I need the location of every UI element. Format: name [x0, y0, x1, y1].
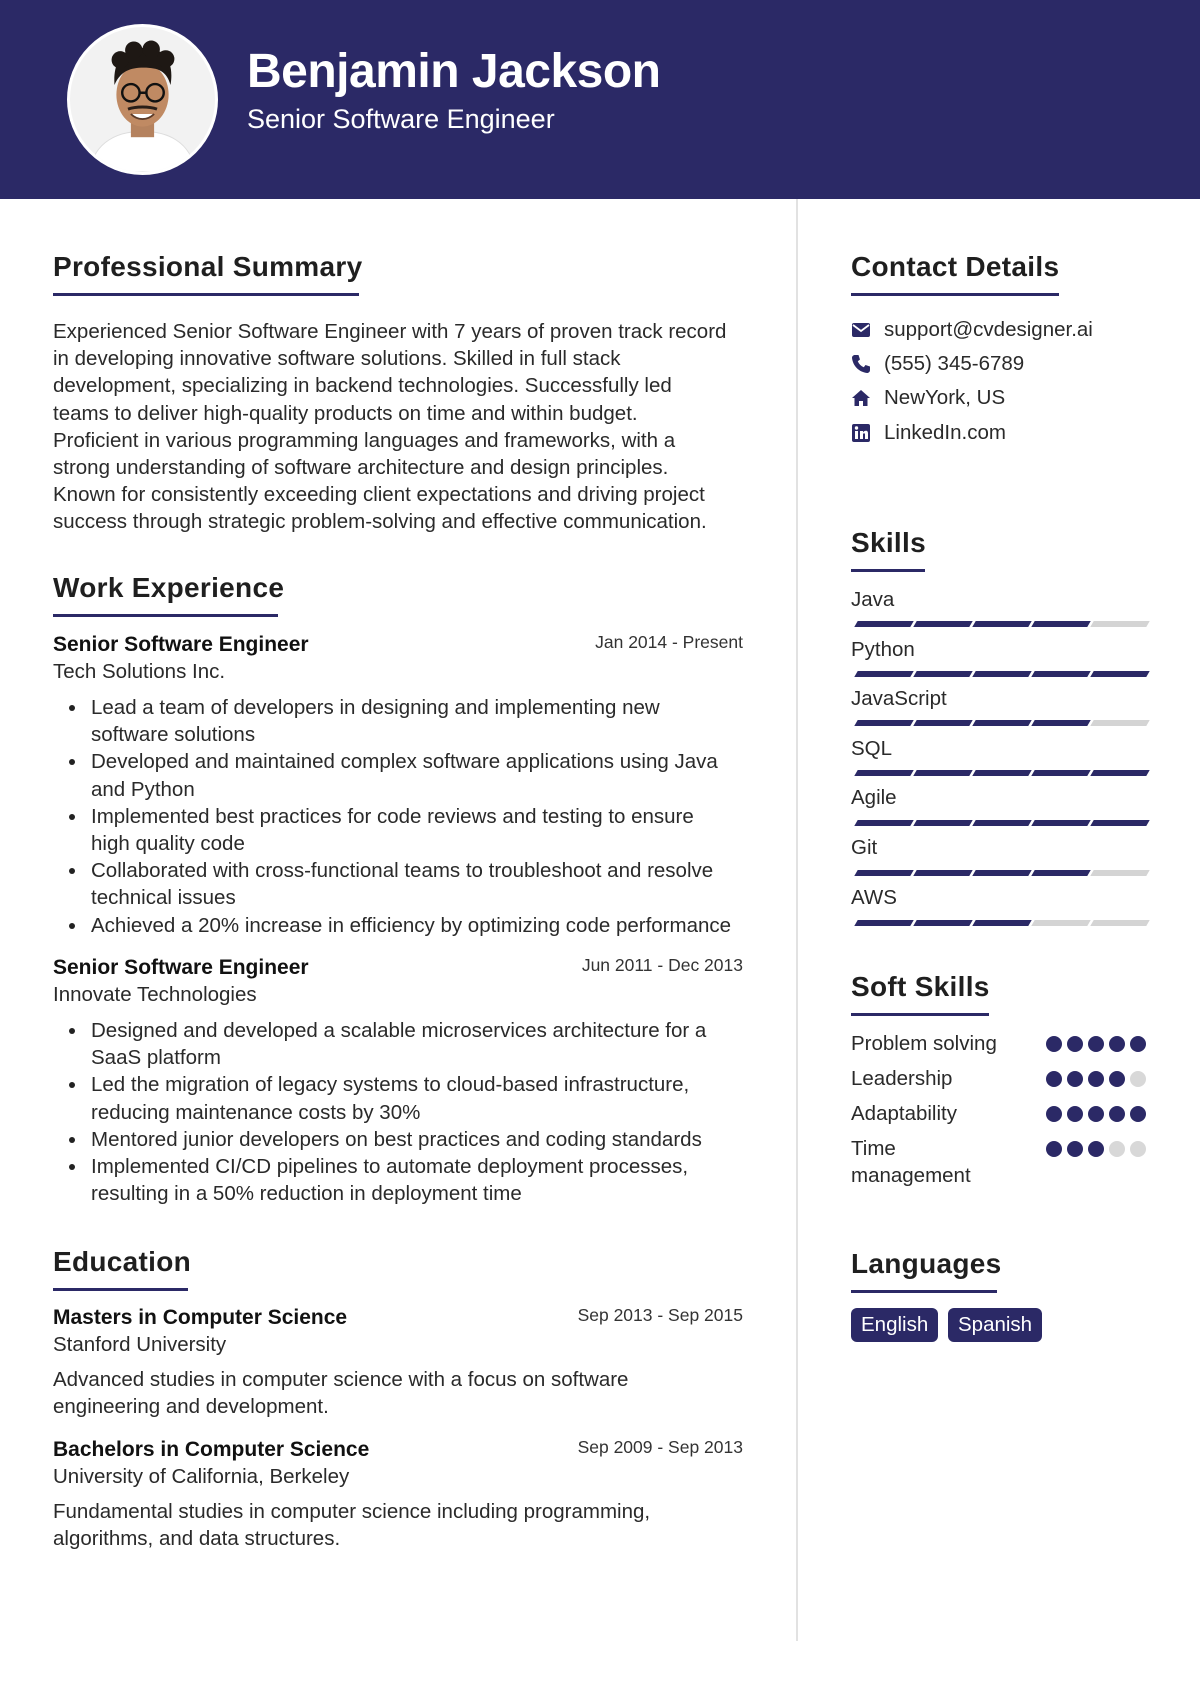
skill-level-segment: [1031, 920, 1090, 926]
skill-level-segment: [972, 920, 1031, 926]
skill-level-segment: [972, 720, 1031, 726]
skill-level-segment: [1090, 621, 1149, 627]
degree-description: Advanced studies in computer science with a focus on software engineering and development.: [53, 1368, 629, 1419]
rating-dot: [1109, 1071, 1125, 1087]
language-tag: Spanish: [948, 1308, 1042, 1342]
skill-level-segment: [1090, 671, 1149, 677]
skill-level-segment: [913, 820, 972, 826]
rating-dot: [1046, 1071, 1062, 1087]
skill-level-segment: [1090, 820, 1149, 826]
rating-dot: [1046, 1106, 1062, 1122]
summary-heading-rule: [53, 293, 359, 296]
profile-photo: [70, 27, 215, 172]
skill-level-bar: [851, 671, 1146, 677]
skill-level-bar: [851, 720, 1146, 726]
contact-heading-rule: [851, 293, 1059, 296]
skill-level-segment: [854, 720, 913, 726]
skill-level-segment: [1031, 621, 1090, 627]
rating-dot: [1067, 1141, 1083, 1157]
degree-title: Masters in Computer Science: [53, 1306, 348, 1329]
column-divider: [796, 199, 798, 1641]
rating-dot: [1088, 1071, 1104, 1087]
candidate-name: Benjamin Jackson: [247, 45, 661, 98]
skills-heading: Skills: [851, 527, 926, 558]
rating-dot: [1130, 1141, 1146, 1157]
linkedin-icon: [851, 423, 871, 443]
rating-dot: [1067, 1036, 1083, 1052]
contact-email[interactable]: support@cvdesigner.ai: [884, 318, 1093, 341]
rating-dot: [1130, 1036, 1146, 1052]
job-bullets: [53, 1017, 773, 1207]
skill-level-bar: [851, 621, 1146, 627]
skill-level-segment: [913, 720, 972, 726]
job-bullet: Lead a team of developers in designing and implementing new software solutions: [53, 694, 773, 748]
skill-level-segment: [1031, 720, 1090, 726]
job-company: Tech Solutions Inc.: [53, 660, 226, 683]
rating-dot: [1067, 1071, 1083, 1087]
skill-level-segment: [1090, 720, 1149, 726]
skill-level-segment: [913, 920, 972, 926]
job-bullet: Led the migration of legacy systems to cloud-based infrastructure, reducing maintenance costs by 30%: [53, 1071, 773, 1125]
rating-dot: [1130, 1071, 1146, 1087]
rating-dot: [1130, 1106, 1146, 1122]
skill-level-segment: [1031, 671, 1090, 677]
degree-title: Bachelors in Computer Science: [53, 1438, 370, 1461]
skill-level-segment: [913, 870, 972, 876]
soft-skill-rating: [1046, 1141, 1146, 1157]
rating-dot: [1046, 1036, 1062, 1052]
degree-dates: Sep 2009 - Sep 2013: [577, 1437, 743, 1457]
experience-heading-rule: [53, 614, 278, 617]
skill-level-bar: [851, 920, 1146, 926]
skill-level-segment: [972, 820, 1031, 826]
soft-skill-name: Time management: [851, 1137, 971, 1187]
skill-level-segment: [854, 920, 913, 926]
job-bullet: Implemented best practices for code reviews and testing to ensure high quality code: [53, 803, 773, 857]
skill-level-segment: [854, 870, 913, 876]
job-bullet: Designed and developed a scalable microservices architecture for a SaaS platform: [53, 1017, 773, 1071]
home-icon: [851, 388, 871, 408]
skill-level-bar: [851, 870, 1146, 876]
school-name: Stanford University: [53, 1333, 227, 1356]
skill-level-segment: [854, 820, 913, 826]
contact-phone[interactable]: (555) 345-6789: [884, 352, 1025, 375]
school-name: University of California, Berkeley: [53, 1465, 350, 1488]
envelope-icon: [851, 320, 871, 340]
rating-dot: [1109, 1141, 1125, 1157]
skill-level-segment: [854, 671, 913, 677]
candidate-title: Senior Software Engineer: [247, 104, 555, 134]
rating-dot: [1046, 1141, 1062, 1157]
job-title: Senior Software Engineer: [53, 633, 309, 656]
rating-dot: [1088, 1036, 1104, 1052]
job-bullet: Mentored junior developers on best practices and coding standards: [53, 1126, 773, 1153]
languages-heading: Languages: [851, 1248, 1002, 1279]
skill-level-segment: [913, 770, 972, 776]
skill-level-segment: [854, 621, 913, 627]
rating-dot: [1109, 1036, 1125, 1052]
skill-level-segment: [854, 770, 913, 776]
skill-level-segment: [972, 671, 1031, 677]
job-bullet: Developed and maintained complex software applications using Java and Python: [53, 748, 773, 802]
skill-level-segment: [972, 770, 1031, 776]
summary-text: Experienced Senior Software Engineer with 7 years of proven track record in developing innovative software solutions. Skilled in full stack development, specializing in backend technologies. Successfully led teams to deliver high-quality products on time and within budget. Proficient in various programming languages and frameworks, with a strong understanding of software architecture and design principles. Known for consistently exceeding client expectations and driving project success through strategic problem-solving and effective communication.: [53, 320, 727, 534]
job-title: Senior Software Engineer: [53, 956, 309, 979]
soft-skill-rating: [1046, 1071, 1146, 1087]
soft-skill-name: Leadership: [851, 1067, 953, 1090]
avatar: [67, 24, 218, 175]
summary-heading: Professional Summary: [53, 251, 363, 282]
rating-dot: [1109, 1106, 1125, 1122]
contact-location: NewYork, US: [884, 386, 1006, 409]
job-bullets: [53, 694, 773, 939]
skill-level-segment: [972, 621, 1031, 627]
job-dates: Jun 2011 - Dec 2013: [581, 955, 743, 975]
soft-skill-rating: [1046, 1106, 1146, 1122]
soft-skills-heading-rule: [851, 1013, 989, 1016]
degree-description: Fundamental studies in computer science including programming, algorithms, and data structures.: [53, 1500, 651, 1551]
language-tag: English: [851, 1308, 938, 1342]
rating-dot: [1088, 1141, 1104, 1157]
education-heading-rule: [53, 1288, 188, 1291]
skills-heading-rule: [851, 569, 925, 572]
header-banner: [0, 0, 1200, 199]
languages-heading-rule: [851, 1290, 997, 1293]
degree-dates: Sep 2013 - Sep 2015: [577, 1305, 743, 1325]
experience-heading: Work Experience: [53, 572, 285, 603]
skill-name: Python: [851, 638, 915, 661]
skill-level-segment: [1090, 770, 1149, 776]
skill-name: JavaScript: [851, 687, 947, 710]
skill-level-segment: [972, 870, 1031, 876]
skill-level-segment: [1031, 870, 1090, 876]
job-company: Innovate Technologies: [53, 983, 257, 1006]
job-bullet: Implemented CI/CD pipelines to automate deployment processes, resulting in a 50% reduction in deployment time: [53, 1153, 773, 1207]
skill-name: SQL: [851, 737, 893, 760]
skill-level-bar: [851, 820, 1146, 826]
skill-name: Agile: [851, 786, 897, 809]
skill-name: AWS: [851, 886, 897, 909]
skill-level-segment: [1031, 770, 1090, 776]
skill-level-segment: [1090, 920, 1149, 926]
job-bullet: Achieved a 20% increase in efficiency by optimizing code performance: [53, 912, 773, 939]
skill-name: Git: [851, 836, 878, 859]
job-dates: Jan 2014 - Present: [595, 632, 743, 652]
phone-icon: [851, 354, 871, 374]
rating-dot: [1067, 1106, 1083, 1122]
skill-level-segment: [913, 671, 972, 677]
skill-level-segment: [1090, 870, 1149, 876]
rating-dot: [1088, 1106, 1104, 1122]
skill-name: Java: [851, 588, 895, 611]
skill-level-segment: [913, 621, 972, 627]
soft-skill-name: Adaptability: [851, 1102, 957, 1125]
soft-skill-name: Problem solving: [851, 1032, 997, 1055]
contact-linkedin[interactable]: LinkedIn.com: [884, 421, 1006, 444]
soft-skills-heading: Soft Skills: [851, 971, 990, 1002]
soft-skill-rating: [1046, 1036, 1146, 1052]
skill-level-segment: [1031, 820, 1090, 826]
skill-level-bar: [851, 770, 1146, 776]
education-heading: Education: [53, 1246, 192, 1277]
job-bullet: Collaborated with cross-functional teams to troubleshoot and resolve technical issues: [53, 857, 773, 911]
contact-heading: Contact Details: [851, 251, 1060, 282]
